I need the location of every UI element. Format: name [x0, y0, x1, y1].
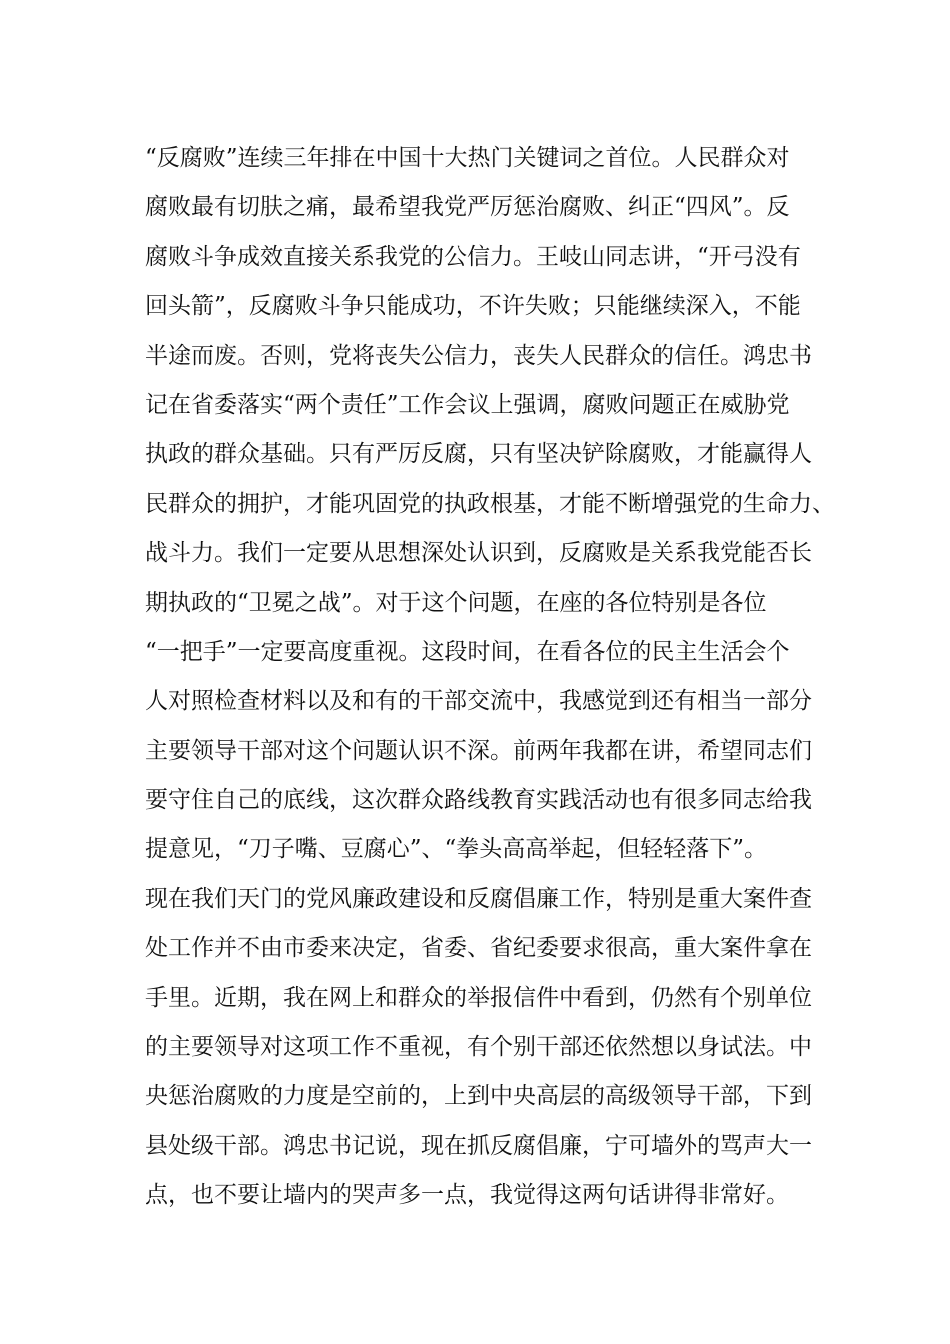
text-line: 战斗力。我们一定要从思想深处认识到，反腐败是关系我党能否长 [145, 540, 812, 567]
text-line: 的主要领导对这项工作不重视，有个别干部还依然想以身试法。中 [145, 1034, 812, 1061]
text-line: 民群众的拥护，才能巩固党的执政根基，才能不断增强党的生命力、 [145, 490, 835, 517]
text-line: “一把手”一定要高度重视。这段时间，在看各位的民主生活会个 [145, 638, 790, 665]
text-line: 执政的群众基础。只有严厉反腐，只有坚决铲除腐败，才能赢得人 [145, 441, 812, 468]
text-line: 人对照检查材料以及和有的干部交流中，我感觉到还有相当一部分 [145, 688, 812, 715]
text-line: 现在我们天门的党风廉政建设和反腐倡廉工作，特别是重大案件查 [145, 885, 812, 912]
body-paragraph [145, 134, 835, 1221]
text-line: 要守住自己的底线，这次群众路线教育实践活动也有很多同志给我 [145, 787, 812, 814]
text-line: 主要领导干部对这个问题认识不深。前两年我都在讲，希望同志们 [145, 737, 812, 764]
text-line: 提意见，“刀子嘴、豆腐心”、“拳头高高举起，但轻轻落下”。 [145, 836, 768, 863]
text-line: 处工作并不由市委来决定，省委、省纪委要求很高，重大案件拿在 [145, 935, 812, 962]
text-line: 期执政的“卫冕之战”。对于这个问题，在座的各位特别是各位 [145, 589, 767, 616]
text-line: 腐败最有切肤之痛，最希望我党严厉惩治腐败、纠正“四风”。反 [145, 194, 790, 221]
text-line: 手里。近期，我在网上和群众的举报信件中看到，仍然有个别单位 [145, 984, 812, 1011]
text-line: 点，也不要让墙内的哭声多一点，我觉得这两句话讲得非常好。 [145, 1182, 789, 1209]
text-line: 回头箭”，反腐败斗争只能成功，不许失败；只能继续深入，不能 [145, 293, 801, 320]
text-line: 县处级干部。鸿忠书记说，现在抓反腐倡廉，宁可墙外的骂声大一 [145, 1132, 812, 1159]
text-line: 半途而废。否则，党将丧失公信力，丧失人民群众的信任。鸿忠书 [145, 342, 812, 369]
text-line: “反腐败”连续三年排在中国十大热门关键词之首位。人民群众对 [145, 145, 790, 171]
text-line: 央惩治腐败的力度是空前的，上到中央高层的高级领导干部，下到 [145, 1083, 812, 1110]
text-line: 记在省委落实“两个责任”工作会议上强调，腐败问题正在威胁党 [145, 391, 790, 418]
text-line: 腐败斗争成效直接关系我党的公信力。王岐山同志讲，“开弓没有 [145, 243, 801, 270]
